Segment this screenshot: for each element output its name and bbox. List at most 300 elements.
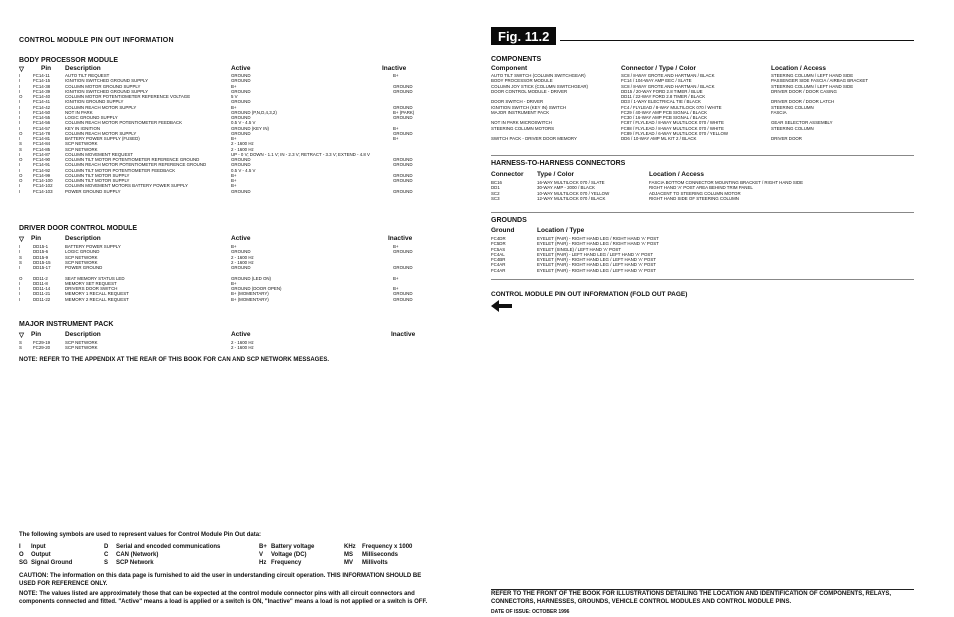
cell-inactive: GROUND bbox=[393, 188, 413, 194]
cell-active: 0.5 V - 4.5 V bbox=[231, 167, 256, 173]
cell-desc: AUTO TILT REQUEST bbox=[65, 73, 110, 78]
cell-connector: BC16 bbox=[491, 180, 502, 185]
cell-desc: COLUMN REACH MOTOR POTENTIOMETER REFERENCE GROUND bbox=[65, 162, 207, 168]
bpm-heading: BODY PROCESSOR MODULE bbox=[19, 57, 119, 64]
cell-desc: SEAT MEMORY STATUS LED bbox=[65, 275, 125, 281]
cell-io: I bbox=[19, 83, 21, 89]
symbol-code: V bbox=[259, 552, 264, 558]
cell-io: I bbox=[19, 88, 21, 94]
symbol-meaning: Millivolts bbox=[362, 560, 388, 566]
cell-desc: COLUMN TILT MOTOR SUPPLY bbox=[65, 178, 130, 183]
cell-type: 12-WAY MULTILOCK 070 / BLACK bbox=[537, 195, 606, 201]
grounds-column-headers bbox=[491, 227, 911, 235]
cell-inactive: GROUND bbox=[393, 172, 413, 178]
cell-active: B+ bbox=[231, 183, 237, 189]
symbol-meaning: Battery voltage bbox=[271, 544, 315, 550]
cell-pin: FC14-40 bbox=[33, 94, 51, 99]
cell-pin: DD11-2 bbox=[33, 275, 48, 281]
cell-active: GROUND bbox=[231, 73, 251, 78]
cell-io: I bbox=[19, 162, 21, 168]
cell-io: I bbox=[19, 286, 21, 291]
cell-active: 2 - 1600 Hz bbox=[231, 146, 254, 152]
cell-location: STEERING COLUMN / LEFT HAND SIDE bbox=[771, 83, 854, 89]
cell-location: EYELET (PAIR) - RIGHT HAND LEG / RIGHT HAND 'A' POST bbox=[537, 236, 659, 241]
symbol-meaning: Voltage (DC) bbox=[271, 552, 307, 558]
cell-io: I bbox=[19, 188, 21, 194]
cell-desc: NOT IN PARK bbox=[65, 109, 93, 115]
cell-pin: FC14-11 bbox=[33, 73, 50, 78]
cell-connector: SC8 / 8-WAY GROTE AND HARTMAN / BLACK bbox=[621, 73, 715, 78]
cell-io: I bbox=[19, 125, 21, 131]
col-connector: Connector / Type / Color bbox=[621, 65, 696, 72]
cell-inactive: GROUND bbox=[393, 115, 413, 120]
table-row bbox=[19, 189, 419, 194]
cell-pin: FC14-87 bbox=[33, 151, 51, 157]
cell-pin: DD11-8 bbox=[33, 280, 48, 286]
cell-desc: COLUMN TILT MOTOR POTENTIOMETER FEEDBACK bbox=[65, 167, 176, 173]
cell-pin: DD11-14 bbox=[33, 286, 51, 291]
symbols-intro: The following symbols are used to represent values for Control Module Pin Out data: bbox=[19, 532, 262, 538]
cell-connector: SC3 bbox=[491, 195, 500, 201]
cell-active: B+ bbox=[231, 104, 237, 110]
cell-io: I bbox=[19, 265, 21, 270]
cell-type: 16-WAY MULTILOCK 070 / SLATE bbox=[537, 180, 605, 185]
cell-location: EYELET (PAIR) - LEFT HAND LEG / LEFT HAND 'A' POST bbox=[537, 251, 654, 257]
mip-heading: MAJOR INSTRUMENT PACK bbox=[19, 321, 114, 328]
cell-io: I bbox=[19, 99, 21, 105]
bpm-table bbox=[19, 73, 419, 194]
cell-desc: COLUMN REACH MOTOR POTENTIOMETER FEEDBACK bbox=[65, 120, 183, 126]
symbol-code: MS bbox=[344, 552, 353, 558]
col-inactive: Inactive bbox=[388, 235, 413, 242]
cell-pin: FC14-42 bbox=[33, 104, 51, 110]
cell-location: DRIVER DOOR / DOOR CASING bbox=[771, 88, 837, 94]
cell-io: O bbox=[19, 130, 23, 136]
cell-active: B+ bbox=[231, 172, 237, 178]
cell-connector: DD15 / 20-WAY FORD 2.8 TIMER / BLUE bbox=[621, 88, 703, 94]
symbol-code: SG bbox=[19, 560, 28, 566]
cell-io: S bbox=[19, 259, 22, 265]
col-location: Location / Access bbox=[771, 65, 827, 72]
cell-ground: FC5DR bbox=[491, 241, 506, 247]
cell-desc: SCP NETWORK bbox=[65, 345, 98, 351]
cell-connector: FC30 / 16-WAY AMP PCB SIGNAL / BLACK bbox=[621, 115, 708, 120]
cell-io: I bbox=[19, 109, 21, 115]
cell-location: EYELET (SINGLE) / LEFT HAND 'A' POST bbox=[537, 246, 621, 252]
cell-desc: COLUMN MOVEMENT MOTORS BATTERY POWER SUPPLY bbox=[65, 183, 188, 189]
cell-location: RIGHT HAND SIDE OF STEERING COLUMN bbox=[649, 195, 739, 201]
cell-active: 2 - 1600 Hz bbox=[231, 141, 254, 147]
cell-inactive: GROUND bbox=[393, 178, 413, 183]
cell-pin: FC14-50 bbox=[33, 109, 51, 115]
cell-desc: SCP NETWORK bbox=[65, 259, 98, 265]
symbol-code: MV bbox=[344, 560, 353, 566]
page-title: CONTROL MODULE PIN OUT INFORMATION bbox=[19, 37, 174, 44]
cell-desc: COLUMN REACH MOTOR SUPPLY bbox=[65, 130, 137, 136]
cell-io: I bbox=[19, 151, 21, 157]
cell-pin: FC14-41 bbox=[33, 99, 51, 105]
cell-connector: SC2 bbox=[491, 190, 500, 196]
cell-connector: FC4 / FLYLEAD / 8-WAY MULTILOCK 070 / WHITE bbox=[621, 104, 722, 110]
cell-location: GEAR SELECTOR ASSEMBLY bbox=[771, 120, 833, 126]
cell-pin: FC14-99 bbox=[33, 172, 51, 178]
cell-active: UP - 0 V; DOWN - 1.1 V; IN - 2.3 V; RETRACT - 3.3 V; EXTEND - 4.8 V bbox=[231, 151, 370, 157]
cell-connector: DD1 bbox=[491, 185, 500, 191]
symbol-code: KHz bbox=[344, 544, 356, 550]
figure-label: Fig. 11.2 bbox=[491, 27, 556, 45]
cell-active: GROUND bbox=[231, 130, 251, 136]
cell-connector: FC14 / 104-WAY AMP EEC / SLATE bbox=[621, 78, 692, 84]
symbol-meaning: SCP Network bbox=[116, 560, 154, 566]
cell-io: I bbox=[19, 73, 21, 78]
col-active: Active bbox=[231, 331, 251, 338]
cell-inactive: GROUND bbox=[393, 130, 413, 136]
cell-io: O bbox=[19, 172, 23, 178]
filter-icon: ▽ bbox=[19, 236, 24, 243]
cell-desc: COLUMN TILT MOTOR POTENTIOMETER REFERENCE GROUND bbox=[65, 157, 200, 162]
cell-desc: SCP NETWORK bbox=[65, 141, 98, 147]
cell-pin: FC14-92 bbox=[33, 167, 51, 173]
cell-ground: FC4AL bbox=[491, 251, 505, 257]
col-pin: Pin bbox=[31, 235, 42, 242]
cell-active: B+ bbox=[231, 280, 237, 286]
cell-desc: COLUMN TILT MOTOR SUPPLY bbox=[65, 172, 130, 178]
components-heading: COMPONENTS bbox=[491, 56, 542, 63]
cell-component: SWITCH PACK - DRIVER DOOR MEMORY bbox=[491, 136, 577, 141]
foldout-title: CONTROL MODULE PIN OUT INFORMATION (FOLD OUT PAGE) bbox=[491, 291, 688, 298]
divider bbox=[491, 212, 914, 213]
cell-io: I bbox=[19, 115, 21, 120]
cell-desc: COLUMN REACH MOTOR SUPPLY bbox=[65, 104, 137, 110]
col-description: Description bbox=[65, 65, 101, 72]
cell-pin: FC14-15 bbox=[33, 78, 51, 84]
cell-desc: IGNITION GROUND SUPPLY bbox=[65, 99, 124, 105]
cell-io: I bbox=[19, 296, 21, 302]
cell-connector: DD6 / 10-WAY AMP ML KIT 2 / BLACK bbox=[621, 136, 697, 141]
cell-location: EYELET (PAIR) - RIGHT HAND LEG / LEFT HAND 'A' POST bbox=[537, 262, 656, 268]
cell-desc: COLUMN MOVEMENT REQUEST bbox=[65, 151, 133, 157]
cell-desc: COLUMN MOTOR GROUND SUPPLY bbox=[65, 83, 141, 89]
cell-active: B+ bbox=[231, 178, 237, 183]
cell-desc: IGNITION SWITCHED GROUND SUPPLY bbox=[65, 88, 149, 94]
mip-column-headers bbox=[19, 331, 419, 340]
cell-active: B+ bbox=[231, 136, 237, 141]
values-note: NOTE: The values listed are approximately those that can be expected at the control module connector pins with all circuit connectors and components connected and fitted. "Active" means a load is applied or a switch is ON, "Inactive" means a load is not applied or a switch is OFF. bbox=[19, 591, 428, 605]
col-pin: Pin bbox=[41, 65, 52, 72]
cell-pin: FC14-85 bbox=[33, 146, 51, 152]
cell-type: 30-WAY AMP - 2000 / BLACK bbox=[537, 185, 595, 191]
cell-inactive: B+ bbox=[393, 275, 399, 281]
symbol-code: B+ bbox=[259, 544, 267, 550]
cell-pin: DD15-1 bbox=[33, 244, 49, 249]
cell-ground: FC4BR bbox=[491, 257, 506, 262]
col-description: Description bbox=[65, 331, 101, 338]
ddm-heading: DRIVER DOOR CONTROL MODULE bbox=[19, 225, 138, 232]
col-inactive: Inactive bbox=[391, 331, 416, 338]
col-type: Type / Color bbox=[537, 171, 575, 178]
cell-inactive: B+ bbox=[393, 136, 399, 141]
header-rule bbox=[560, 40, 914, 41]
cell-ground: FC5AS bbox=[491, 246, 506, 252]
cell-location: STEERING COLUMN bbox=[771, 125, 814, 131]
cell-component: STEERING COLUMN MOTORS bbox=[491, 125, 555, 131]
cell-io: I bbox=[19, 136, 21, 141]
cell-connector: FC29 / 40-WAY AMP PCB SIGNAL / BLACK bbox=[621, 109, 708, 115]
cell-active: B+ bbox=[231, 244, 237, 249]
cell-io: I bbox=[19, 183, 21, 189]
divider bbox=[491, 589, 914, 590]
cell-pin: FC14-84 bbox=[33, 141, 51, 147]
cell-active: B+ bbox=[231, 83, 237, 89]
cell-location: STEERING COLUMN bbox=[771, 104, 814, 110]
symbol-meaning: Output bbox=[31, 552, 51, 558]
divider bbox=[491, 155, 914, 156]
cell-pin: FC29-19 bbox=[33, 340, 51, 345]
cell-desc: LOGIC GROUND bbox=[65, 249, 100, 255]
cell-inactive: GROUND bbox=[393, 162, 413, 168]
ddm-column-headers bbox=[19, 235, 419, 244]
cell-active: 2 - 1600 Hz bbox=[231, 259, 254, 265]
cell-location: EYELET (PAIR) - RIGHT HAND LEG / RIGHT HAND 'A' POST bbox=[537, 241, 659, 247]
cell-io: O bbox=[19, 94, 23, 99]
cell-pin: DD15-6 bbox=[33, 249, 49, 255]
cell-connector: SC8 / 8-WAY GROTE AND HARTMAN / BLACK bbox=[621, 83, 715, 89]
cell-inactive: GROUND bbox=[393, 83, 413, 89]
cell-io: S bbox=[19, 340, 22, 345]
ddm-table bbox=[19, 244, 419, 302]
cell-component: MAJOR INSTRUMENT PACK bbox=[491, 109, 550, 115]
components-column-headers bbox=[491, 65, 911, 73]
cell-connector: DD3 / 1-WAY ELECTRICAL TIE / BLACK bbox=[621, 99, 701, 105]
cell-desc: BATTERY POWER SUPPLY (FUSED) bbox=[65, 136, 140, 141]
cell-pin: FC14-57 bbox=[33, 125, 51, 131]
caution-note: CAUTION: The information on this data page is furnished to aid the user in understanding circuit operation. THIS INFORMATION SHOULD BE USED FOR REFERENCE ONLY. bbox=[19, 573, 422, 587]
cell-pin: FC14-56 bbox=[33, 120, 51, 126]
cell-inactive: B+ bbox=[393, 244, 399, 249]
cell-inactive: GROUND bbox=[393, 104, 413, 110]
cell-location: DRIVER DOOR / DOOR LATCH bbox=[771, 99, 835, 105]
cell-active: GROUND (LED ON) bbox=[231, 275, 272, 281]
cell-location: PASSENGER SIDE FASCIA / AIRBAG BRACKET bbox=[771, 78, 869, 84]
cell-active: GROUND bbox=[231, 188, 251, 194]
cell-component: AUTO TILT SWITCH (COLUMN SWITCHGEAR) bbox=[491, 73, 586, 78]
cell-active: B+ (MOMENTARY) bbox=[231, 296, 269, 302]
cell-io: I bbox=[19, 104, 21, 110]
symbol-code: I bbox=[19, 544, 21, 550]
cell-inactive: GROUND bbox=[393, 249, 413, 255]
cell-component: DOOR CONTROL MODULE - DRIVER bbox=[491, 88, 568, 94]
cell-active: GROUND (P,N,D,4,3,2) bbox=[231, 109, 277, 115]
cell-pin: FC14-91 bbox=[33, 162, 51, 168]
symbol-code: D bbox=[104, 544, 109, 550]
symbol-meaning: Input bbox=[31, 544, 46, 550]
refer-note: REFER TO THE FRONT OF THE BOOK FOR ILLUSTRATIONS DETAILING THE LOCATION AND IDENTIFICATION OF COMPONENTS, RELAYS, CONNECTORS, HARNESSES, GROUNDS, VEHICLE CONTROL MODULES AND CONTROL MODULE PINS. bbox=[491, 591, 891, 605]
cell-component: BODY PROCESSOR MODULE bbox=[491, 78, 553, 84]
cell-io: S bbox=[19, 345, 22, 351]
col-location: Location / Access bbox=[649, 171, 705, 178]
col-description: Description bbox=[65, 235, 101, 242]
cell-location: STEERING COLUMN / LEFT HAND SIDE bbox=[771, 73, 854, 78]
cell-active: 2 - 1600 Hz bbox=[231, 254, 254, 260]
cell-active: 5 V bbox=[231, 94, 238, 99]
col-location: Location / Type bbox=[537, 227, 585, 234]
symbols-legend bbox=[19, 544, 439, 568]
cell-active: GROUND bbox=[231, 249, 251, 255]
cell-pin: FC14-100 bbox=[33, 178, 53, 183]
cell-active: 0.5 V - 4.5 V bbox=[231, 120, 256, 126]
cell-pin: FC14-78 bbox=[33, 130, 51, 136]
filter-icon: ▽ bbox=[19, 66, 24, 73]
cell-inactive: GROUND bbox=[393, 157, 413, 162]
cell-desc: MEMORY SET REQUEST bbox=[65, 280, 117, 286]
symbol-meaning: Signal Ground bbox=[31, 560, 73, 566]
cell-pin: FC14-102 bbox=[33, 183, 53, 189]
cell-pin: DD15-15 bbox=[33, 259, 51, 265]
cell-active: GROUND bbox=[231, 162, 251, 168]
cell-io: S bbox=[19, 254, 22, 260]
cell-pin: DD11-22 bbox=[33, 296, 51, 302]
cell-location: EYELET (PAIR) - RIGHT HAND LEG / LEFT HAND 'A' POST bbox=[537, 257, 656, 262]
cell-location: RIGHT HAND 'A' POST AREA BEHIND TRIM PANEL bbox=[649, 185, 753, 191]
grounds-heading: GROUNDS bbox=[491, 217, 527, 224]
cell-desc: MEMORY 2 RECALL REQUEST bbox=[65, 296, 129, 302]
cell-desc: COLUMN MOTOR POTENTIOMETER REFERENCE VOLTAGE bbox=[65, 94, 191, 99]
cell-connector: FC88 / FLYLEAD / 8-WAY MULTILOCK 070 / WHITE bbox=[621, 125, 724, 131]
cell-component: IGNITION SWITCH (KEY IN) SWITCH bbox=[491, 104, 567, 110]
symbol-code: S bbox=[104, 560, 109, 566]
cell-io: I bbox=[19, 291, 21, 297]
cell-pin: DD11-21 bbox=[33, 291, 51, 297]
cell-desc: BATTERY POWER SUPPLY bbox=[65, 244, 121, 249]
h2h-heading: HARNESS-TO-HARNESS CONNECTORS bbox=[491, 160, 626, 167]
cell-io: O bbox=[19, 157, 23, 162]
table-row bbox=[491, 196, 911, 201]
cell-desc: POWER GROUND SUPPLY bbox=[65, 188, 121, 194]
cell-pin: FC29-20 bbox=[33, 345, 51, 351]
cell-location: DRIVER DOOR bbox=[771, 136, 802, 141]
cell-active: GROUND (KEY IN) bbox=[231, 125, 269, 131]
h2h-column-headers bbox=[491, 171, 911, 179]
cell-active: GROUND bbox=[231, 78, 251, 84]
cell-component: NOT IN PARK MICROSWITCH bbox=[491, 120, 552, 126]
cell-connector: FC87 / FLYLEAD / 8-WAY MULTILOCK 070 / WHITE bbox=[621, 120, 724, 126]
cell-io: O bbox=[19, 275, 23, 281]
cell-io: I bbox=[19, 249, 21, 255]
col-active: Active bbox=[231, 65, 251, 72]
symbol-code: O bbox=[19, 552, 24, 558]
mip-table bbox=[19, 340, 419, 351]
cell-pin: FC14-81 bbox=[33, 136, 51, 141]
cell-desc: IGNITION SWITCHED GROUND SUPPLY bbox=[65, 78, 149, 84]
cell-desc: POWER GROUND bbox=[65, 265, 103, 270]
cell-inactive: GROUND bbox=[393, 296, 413, 302]
table-row bbox=[491, 136, 911, 141]
cell-inactive: B+ bbox=[393, 125, 399, 131]
symbol-meaning: Frequency x 1000 bbox=[362, 544, 413, 550]
cell-component: DOOR SWITCH - DRIVER bbox=[491, 99, 544, 105]
cell-inactive: B+ bbox=[393, 286, 399, 291]
symbol-meaning: Frequency bbox=[271, 560, 302, 566]
symbol-meaning: CAN (Network) bbox=[116, 552, 159, 558]
cell-pin: FC14-38 bbox=[33, 83, 51, 89]
cell-pin: FC14-39 bbox=[33, 88, 51, 94]
cell-inactive: GROUND bbox=[393, 265, 413, 270]
cell-ground: FC4AR bbox=[491, 267, 506, 273]
cell-pin: FC14-55 bbox=[33, 115, 51, 120]
cell-io: S bbox=[19, 141, 22, 147]
cell-location: FASCIA bbox=[771, 109, 787, 115]
cell-inactive: GROUND bbox=[393, 291, 413, 297]
cell-active: GROUND (DOOR OPEN) bbox=[231, 286, 282, 291]
cell-io: I bbox=[19, 78, 21, 84]
cell-location: ADJACENT TO STEERING COLUMN MOTOR bbox=[649, 190, 741, 196]
grounds-table bbox=[491, 236, 911, 273]
symbol-meaning: Milliseconds bbox=[362, 552, 399, 558]
col-inactive: Inactive bbox=[382, 65, 407, 72]
cell-io: O bbox=[19, 178, 23, 183]
filter-icon: ▽ bbox=[19, 332, 24, 339]
cell-desc: MEMORY 1 RECALL REQUEST bbox=[65, 291, 129, 297]
cell-active: 2 - 1600 Hz bbox=[231, 345, 254, 351]
cell-active: GROUND bbox=[231, 265, 251, 270]
cell-inactive: GROUND bbox=[393, 88, 413, 94]
table-row bbox=[19, 297, 419, 302]
cell-active: GROUND bbox=[231, 88, 251, 94]
cell-connector: FC89 / FLYLEAD / 6-WAY MULTILOCK 070 / YELLOW bbox=[621, 130, 729, 136]
symbol-code: C bbox=[104, 552, 109, 558]
table-row bbox=[491, 268, 911, 273]
cell-connector: DD11 / 22-WAY FORD 2.8 TIMER / BLACK bbox=[621, 94, 706, 99]
cell-active: GROUND bbox=[231, 115, 251, 120]
cell-inactive: B+ (PARK) bbox=[393, 109, 415, 115]
cell-pin: DD15-9 bbox=[33, 254, 49, 260]
cell-desc: LOGIC GROUND SUPPLY bbox=[65, 115, 118, 120]
col-ground: Ground bbox=[491, 227, 515, 234]
cell-desc: DRIVERS DOOR SWITCH bbox=[65, 286, 118, 291]
cell-active: GROUND bbox=[231, 99, 251, 105]
cell-ground: FC4DR bbox=[491, 236, 506, 241]
cell-io: I bbox=[19, 280, 21, 286]
cell-pin: FC14-90 bbox=[33, 157, 51, 162]
cell-desc: SCP NETWORK bbox=[65, 146, 98, 152]
left-arrow-icon[interactable] bbox=[491, 299, 513, 313]
cell-ground: FC4AR bbox=[491, 262, 506, 268]
cell-io: I bbox=[19, 167, 21, 173]
cell-io: I bbox=[19, 244, 21, 249]
cell-location: FASCIA BOTTOM CONNECTOR MOUNTING BRACKET / RIGHT HAND SIDE bbox=[649, 180, 804, 185]
symbol-code: Hz bbox=[259, 560, 267, 566]
col-active: Active bbox=[231, 235, 251, 242]
table-row bbox=[19, 345, 419, 350]
cell-active: B+ (MOMENTARY) bbox=[231, 291, 269, 297]
cell-type: 10-WAY MULTILOCK 070 / YELLOW bbox=[537, 190, 610, 196]
components-table bbox=[491, 73, 911, 141]
col-connector: Connector bbox=[491, 171, 524, 178]
cell-active: 2 - 1600 Hz bbox=[231, 340, 254, 345]
divider bbox=[491, 279, 914, 280]
cell-desc: SCP NETWORK bbox=[65, 254, 98, 260]
cell-inactive: B+ bbox=[393, 73, 399, 78]
cell-component: COLUMN JOY STICK (COLUMN SWITCHGEAR) bbox=[491, 83, 589, 89]
cell-io: I bbox=[19, 120, 21, 126]
cell-location: EYELET (PAIR) - RIGHT HAND LEG / LEFT HAND 'A' POST bbox=[537, 267, 656, 273]
date-of-issue: DATE OF ISSUE: OCTOBER 1996 bbox=[491, 609, 570, 615]
col-pin: Pin bbox=[31, 331, 42, 338]
cell-pin: DD15-17 bbox=[33, 265, 51, 270]
cell-desc: SCP NETWORK bbox=[65, 340, 98, 345]
cell-active: GROUND bbox=[231, 157, 251, 162]
cell-desc: KEY IN IGNITION bbox=[65, 125, 101, 131]
